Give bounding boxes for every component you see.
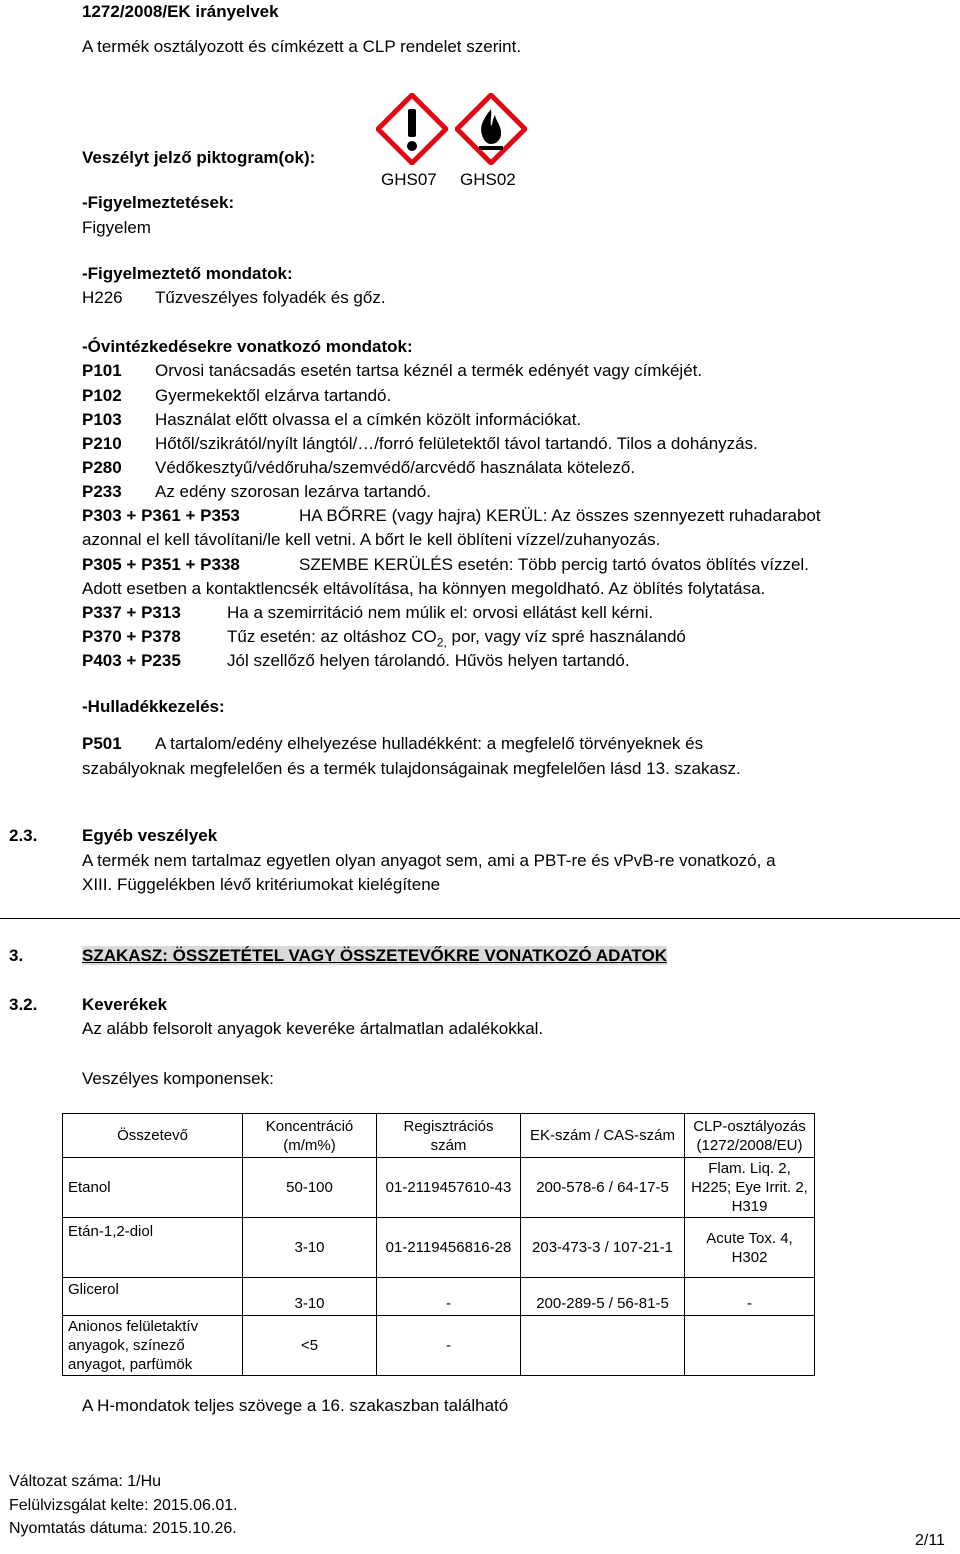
precaution-combined	[82, 651, 630, 671]
header-text: Regisztrációs	[403, 1117, 494, 1135]
cell-concentration: 50-100	[243, 1158, 377, 1218]
precaution-statement	[82, 434, 758, 454]
precaution-text: Hőtől/szikrától/nyílt lángtól/…/forró felületektől távol tartandó. Tilos a dohányzás.	[155, 434, 758, 453]
precaution-code: P280	[82, 458, 122, 477]
hazard-statement	[82, 288, 386, 308]
precaution-text: Tűz esetén: az oltáshoz CO	[227, 627, 437, 646]
cell-component: Glicerol	[63, 1278, 243, 1316]
table-row	[63, 1278, 815, 1316]
table-row	[63, 1218, 815, 1278]
cell-concentration: <5	[243, 1316, 377, 1376]
table-row	[63, 1316, 815, 1376]
precaution-text: Orvosi tanácsadás esetén tartsa kéznél a termék edényét vagy címkéjét.	[155, 361, 703, 380]
precaution-continuation: Adott esetben a kontaktlencsék eltávolítása, ha könnyen megoldható. Az öblítés folytatása.	[82, 579, 766, 598]
pictogram-label: Veszélyt jelző piktogram(ok):	[82, 148, 316, 167]
exclamation-mark-icon	[376, 93, 448, 165]
precaution-code: P103	[82, 410, 122, 429]
disposal-label: -Hulladékkezelés:	[82, 697, 225, 716]
cell-clp	[685, 1158, 815, 1218]
precaution-combined	[82, 603, 653, 623]
header-text: (m/m%)	[283, 1136, 336, 1154]
precaution-code: P370 + P378	[82, 627, 181, 646]
precaution-text: Ha a szemirritáció nem múlik el: orvosi ellátást kell kérni.	[227, 603, 654, 622]
pictogram-code-ghs07: GHS07	[381, 170, 437, 189]
classification-note: A termék osztályozott és címkézett a CLP rendelet szerint.	[82, 37, 522, 56]
footer-review-date: Felülvizsgálat kelte: 2015.06.01.	[9, 1497, 238, 1514]
hazard-text: Tűzveszélyes folyadék és gőz.	[155, 288, 386, 307]
section-divider	[0, 918, 960, 919]
precaution-code: P403 + P235	[82, 651, 181, 670]
pictogram-code-ghs02: GHS02	[460, 170, 516, 189]
precaution-text: Használat előtt olvassa el a címkén közölt információkat.	[155, 410, 582, 429]
section-title: Keverékek	[82, 995, 168, 1014]
precaution-text: SZEMBE KERÜLÉS esetén: Több percig tartó óvatos öblítés vízzel.	[299, 555, 809, 574]
disposal-code: P501	[82, 734, 122, 753]
header-ek-cas: EK-szám / CAS-szám	[521, 1114, 685, 1158]
cell-clp	[685, 1316, 815, 1376]
header-component: Összetevő	[63, 1114, 243, 1158]
cell-text: Acute Tox. 4,	[706, 1229, 793, 1247]
precaution-statement	[82, 410, 581, 430]
page-number: 2/11	[915, 1532, 945, 1549]
components-label: Veszélyes komponensek:	[82, 1069, 274, 1088]
cell-ek-cas: 203-473-3 / 107-21-1	[521, 1218, 685, 1278]
cell-registration: 01-2119456816-28	[377, 1218, 521, 1278]
cell-text: anyagok, színező	[68, 1337, 185, 1354]
section-number: 2.3.	[9, 826, 38, 845]
cell-component: Etán-1,2-diol	[63, 1218, 243, 1278]
precaution-code: P233	[82, 482, 122, 501]
flame-icon	[455, 93, 527, 165]
section-heading	[82, 946, 667, 966]
precaution-statement	[82, 361, 702, 381]
header-clp	[685, 1114, 815, 1158]
precaution-continuation: azonnal el kell távolítani/le kell vetni. A bőrt le kell öblíteni vízzel/zuhanyozás.	[82, 530, 661, 549]
section-text: XIII. Függelékben lévő kritériumokat kielégítene	[82, 875, 441, 894]
disposal-text: A tartalom/edény elhelyezése hulladékként: a megfelelő törvényeknek és	[155, 734, 704, 753]
cell-text: H319	[731, 1198, 768, 1215]
precaution-text: Védőkesztyű/védőruha/szemvédő/arcvédő használata kötelező.	[155, 458, 636, 477]
document-heading: 1272/2008/EK irányelvek	[82, 2, 279, 21]
table-header-row	[63, 1114, 815, 1158]
section-title: Egyéb veszélyek	[82, 826, 218, 845]
precaution-combined	[82, 555, 809, 575]
precaution-combined	[82, 627, 686, 652]
disposal-statement	[82, 734, 703, 754]
signal-label: -Figyelmeztetések:	[82, 193, 235, 212]
section-number: 3.2.	[9, 995, 38, 1014]
cell-registration: -	[377, 1278, 521, 1316]
precaution-statement	[82, 482, 431, 502]
precaution-statement	[82, 458, 635, 478]
cell-text: H225; Eye Irrit. 2,	[691, 1179, 808, 1196]
cell-text: Flam. Liq. 2,	[708, 1160, 791, 1177]
components-table	[62, 1113, 815, 1376]
cell-component: Etanol	[63, 1158, 243, 1218]
precaution-code: P210	[82, 434, 122, 453]
cell-registration: -	[377, 1316, 521, 1376]
section-number: 3.	[9, 946, 24, 965]
cell-ek-cas: 200-578-6 / 64-17-5	[521, 1158, 685, 1218]
section-heading-text: SZAKASZ: ÖSSZETÉTEL VAGY ÖSSZETEVŐKRE VONATKOZÓ ADATOK	[82, 946, 667, 965]
header-registration	[377, 1114, 521, 1158]
cell-component	[63, 1316, 243, 1376]
header-text: szám	[430, 1136, 467, 1154]
cell-ek-cas: 200-289-5 / 56-81-5	[521, 1278, 685, 1316]
precaution-statement	[82, 386, 391, 406]
footer-version: Változat száma: 1/Hu	[9, 1473, 162, 1490]
precaution-label: -Óvintézkedésekre vonatkozó mondatok:	[82, 337, 413, 356]
table-row	[63, 1158, 815, 1218]
cell-clp: -	[685, 1278, 815, 1316]
section-text: A termék nem tartalmaz egyetlen olyan anyagot sem, ami a PBT-re és vPvB-re vonatkozó, a	[82, 851, 776, 870]
signal-word: Figyelem	[82, 218, 151, 237]
hazard-code: H226	[82, 288, 123, 307]
precaution-text: HA BŐRRE (vagy hajra) KERÜL: Az összes szennyezett ruhadarabot	[299, 506, 821, 525]
cell-text: anyagot, parfümök	[68, 1356, 193, 1373]
precaution-text: Jól szellőző helyen tárolandó. Hűvös helyen tartandó.	[227, 651, 630, 670]
cell-text: H302	[731, 1248, 768, 1266]
subscript: 2,	[436, 635, 447, 650]
precaution-code: P305 + P351 + P338	[82, 555, 240, 574]
precaution-combined	[82, 506, 821, 526]
footer-print-date: Nyomtatás dátuma: 2015.10.26.	[9, 1520, 237, 1537]
cell-concentration: 3-10	[243, 1218, 377, 1278]
precaution-code: P101	[82, 361, 122, 380]
cell-concentration: 3-10	[243, 1278, 377, 1316]
precaution-text: por, vagy víz spré használandó	[446, 627, 686, 646]
precaution-code: P337 + P313	[82, 603, 181, 622]
h-statements-note: A H-mondatok teljes szövege a 16. szakaszban található	[82, 1396, 509, 1415]
header-text: CLP-osztályozás	[693, 1117, 806, 1135]
precaution-text: Gyermekektől elzárva tartandó.	[155, 386, 392, 405]
section-text: Az alább felsorolt anyagok keveréke ártalmatlan adalékokkal.	[82, 1019, 544, 1038]
disposal-continuation: szabályoknak megfelelően és a termék tulajdonságainak megfelelően lásd 13. szakasz.	[82, 759, 741, 778]
precaution-code: P102	[82, 386, 122, 405]
precaution-text: Az edény szorosan lezárva tartandó.	[155, 482, 431, 501]
header-concentration	[243, 1114, 377, 1158]
cell-text: Anionos felületaktív	[68, 1318, 199, 1335]
cell-registration: 01-2119457610-43	[377, 1158, 521, 1218]
hazard-label: -Figyelmeztető mondatok:	[82, 264, 293, 283]
cell-ek-cas	[521, 1316, 685, 1376]
header-text: (1272/2008/EU)	[696, 1136, 803, 1154]
precaution-code: P303 + P361 + P353	[82, 506, 240, 525]
cell-clp	[685, 1218, 815, 1278]
header-text: Koncentráció	[265, 1117, 354, 1135]
